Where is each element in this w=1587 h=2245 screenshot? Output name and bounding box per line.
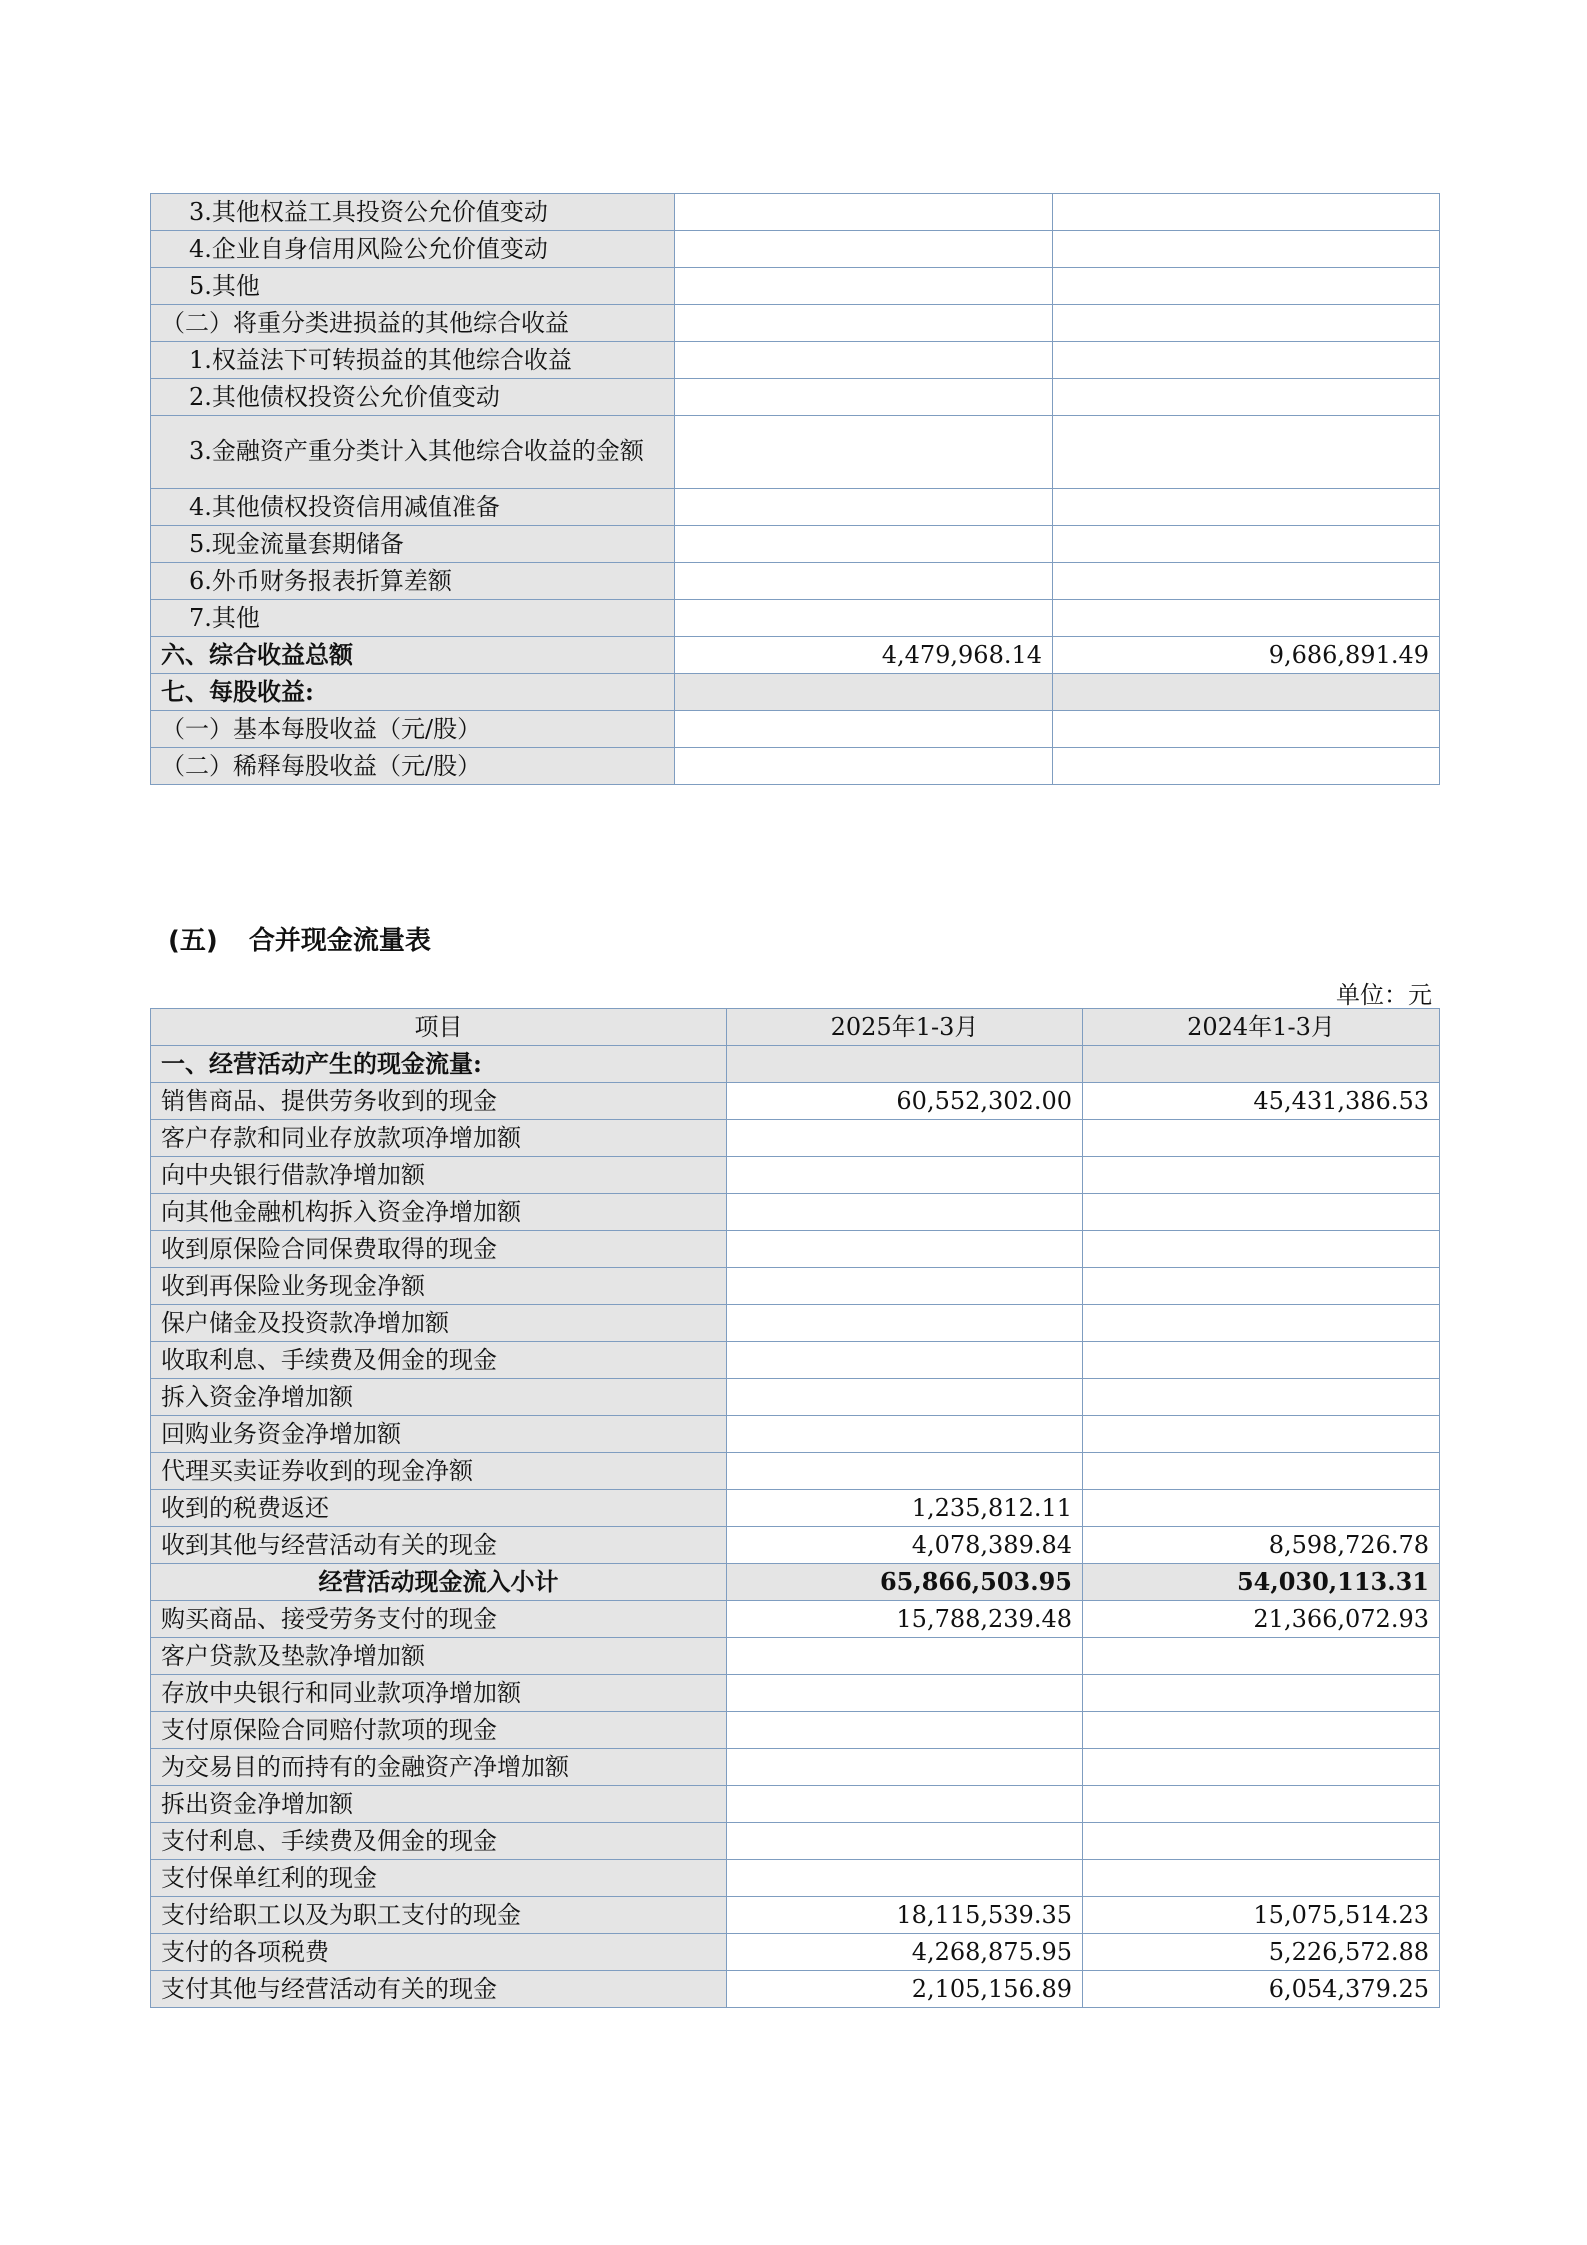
row-label: 收到其他与经营活动有关的现金 (151, 1527, 727, 1564)
header-2025: 2025年1-3月 (727, 1009, 1083, 1046)
value-2025: 60,552,302.00 (727, 1083, 1083, 1120)
row-label: 拆出资金净增加额 (151, 1786, 727, 1823)
table-row (151, 637, 1440, 674)
value-2025 (727, 1157, 1083, 1194)
value-2024 (1053, 305, 1440, 342)
section-title-text: 合并现金流量表 (248, 926, 431, 956)
row-label: 为交易目的而持有的金融资产净增加额 (151, 1749, 727, 1786)
row-label: 收到的税费返还 (151, 1490, 727, 1527)
value-2024: 54,030,113.31 (1083, 1564, 1440, 1601)
value-2024 (1053, 194, 1440, 231)
row-label: 向中央银行借款净增加额 (151, 1157, 727, 1194)
table-header-row (151, 1009, 1440, 1046)
row-label: 4.企业自身信用风险公允价值变动 (151, 231, 675, 268)
row-label: 客户存款和同业存放款项净增加额 (151, 1120, 727, 1157)
table-row (151, 268, 1440, 305)
value-2025 (727, 1342, 1083, 1379)
value-2025 (675, 342, 1053, 379)
row-label: 七、每股收益: (151, 674, 675, 711)
value-2024 (1053, 526, 1440, 563)
value-2024: 6,054,379.25 (1083, 1971, 1440, 2008)
row-label: 3.其他权益工具投资公允价值变动 (151, 194, 675, 231)
value-2025 (727, 1120, 1083, 1157)
row-label: （二）将重分类进损益的其他综合收益 (151, 305, 675, 342)
table-row (151, 1231, 1440, 1268)
table-row (151, 489, 1440, 526)
value-2025: 15,788,239.48 (727, 1601, 1083, 1638)
value-2025 (727, 1860, 1083, 1897)
value-2025 (675, 416, 1053, 489)
table-row (151, 1120, 1440, 1157)
section-title (168, 920, 431, 957)
value-2025 (727, 1675, 1083, 1712)
table-row (151, 1157, 1440, 1194)
value-2025: 1,235,812.11 (727, 1490, 1083, 1527)
value-2025 (675, 748, 1053, 785)
value-2025: 65,866,503.95 (727, 1564, 1083, 1601)
row-label: 收到再保险业务现金净额 (151, 1268, 727, 1305)
table-row (151, 1305, 1440, 1342)
value-2024 (1083, 1453, 1440, 1490)
value-2024 (1053, 563, 1440, 600)
value-2025 (727, 1231, 1083, 1268)
row-label: 保户储金及投资款净增加额 (151, 1305, 727, 1342)
table-row (151, 600, 1440, 637)
row-label: 6.外币财务报表折算差额 (151, 563, 675, 600)
table-row (151, 305, 1440, 342)
value-2024: 9,686,891.49 (1053, 637, 1440, 674)
value-2024 (1083, 1342, 1440, 1379)
table-row (151, 1601, 1440, 1638)
value-2024: 21,366,072.93 (1083, 1601, 1440, 1638)
value-2025 (675, 305, 1053, 342)
table-row (151, 416, 1440, 489)
table-row (151, 711, 1440, 748)
value-2025 (675, 711, 1053, 748)
value-2024 (1053, 231, 1440, 268)
header-2024: 2024年1-3月 (1083, 1009, 1440, 1046)
value-2025 (675, 379, 1053, 416)
section-number: (五) (168, 926, 218, 956)
row-label: 支付其他与经营活动有关的现金 (151, 1971, 727, 2008)
row-label: 存放中央银行和同业款项净增加额 (151, 1675, 727, 1712)
row-label: 收取利息、手续费及佣金的现金 (151, 1342, 727, 1379)
row-label: 支付的各项税费 (151, 1934, 727, 1971)
row-label: 支付给职工以及为职工支付的现金 (151, 1897, 727, 1934)
table-row (151, 674, 1440, 711)
table-row (151, 1897, 1440, 1934)
table-row (151, 1786, 1440, 1823)
value-2025 (727, 1638, 1083, 1675)
table-row (151, 379, 1440, 416)
value-2024 (1083, 1823, 1440, 1860)
unit-label: 单位：元 (1336, 981, 1432, 1009)
row-label: 5.其他 (151, 268, 675, 305)
value-2025 (727, 1823, 1083, 1860)
value-2024 (1083, 1786, 1440, 1823)
value-2025 (675, 563, 1053, 600)
value-2024 (1083, 1268, 1440, 1305)
value-2025 (675, 600, 1053, 637)
table-row (151, 1860, 1440, 1897)
row-label: 一、经营活动产生的现金流量: (151, 1046, 727, 1083)
value-2024 (1083, 1231, 1440, 1268)
table-row (151, 563, 1440, 600)
value-2024 (1053, 489, 1440, 526)
value-2024 (1053, 416, 1440, 489)
row-label: 支付原保险合同赔付款项的现金 (151, 1712, 727, 1749)
table-row (151, 1194, 1440, 1231)
table-row (151, 1268, 1440, 1305)
row-label: 7.其他 (151, 600, 675, 637)
value-2024 (1083, 1675, 1440, 1712)
consolidated-cash-flow-table (150, 1008, 1440, 2008)
row-label: 向其他金融机构拆入资金净增加额 (151, 1194, 727, 1231)
value-2025 (727, 1453, 1083, 1490)
value-2024 (1083, 1194, 1440, 1231)
value-2024 (1083, 1120, 1440, 1157)
table-row (151, 526, 1440, 563)
value-2025: 18,115,539.35 (727, 1897, 1083, 1934)
value-2025 (727, 1268, 1083, 1305)
value-2025 (727, 1712, 1083, 1749)
value-2025: 4,268,875.95 (727, 1934, 1083, 1971)
value-2025 (727, 1046, 1083, 1083)
value-2024 (1053, 600, 1440, 637)
comprehensive-income-table-continued (150, 193, 1440, 785)
table-row (151, 1823, 1440, 1860)
value-2024 (1083, 1416, 1440, 1453)
row-label: 支付保单红利的现金 (151, 1860, 727, 1897)
row-label: 经营活动现金流入小计 (151, 1564, 727, 1601)
row-label: 1.权益法下可转损益的其他综合收益 (151, 342, 675, 379)
row-label: 3.金融资产重分类计入其他综合收益的金额 (151, 416, 675, 489)
value-2024 (1083, 1046, 1440, 1083)
value-2025 (727, 1749, 1083, 1786)
table-row (151, 1971, 1440, 2008)
value-2025 (675, 268, 1053, 305)
row-label: 客户贷款及垫款净增加额 (151, 1638, 727, 1675)
value-2024 (1053, 379, 1440, 416)
row-label: 5.现金流量套期储备 (151, 526, 675, 563)
value-2024 (1053, 748, 1440, 785)
table-row (151, 1527, 1440, 1564)
value-2024 (1053, 674, 1440, 711)
value-2025 (727, 1786, 1083, 1823)
value-2024: 8,598,726.78 (1083, 1527, 1440, 1564)
table-row (151, 1379, 1440, 1416)
table-row (151, 1638, 1440, 1675)
table-row (151, 1083, 1440, 1120)
value-2024 (1083, 1157, 1440, 1194)
value-2024 (1083, 1305, 1440, 1342)
value-2024 (1053, 711, 1440, 748)
row-label: 4.其他债权投资信用减值准备 (151, 489, 675, 526)
value-2025: 2,105,156.89 (727, 1971, 1083, 2008)
value-2024: 15,075,514.23 (1083, 1897, 1440, 1934)
table-row (151, 1749, 1440, 1786)
table-row (151, 1934, 1440, 1971)
table-row (151, 1712, 1440, 1749)
table-row (151, 1675, 1440, 1712)
value-2024: 5,226,572.88 (1083, 1934, 1440, 1971)
value-2024 (1083, 1490, 1440, 1527)
value-2025 (675, 489, 1053, 526)
value-2024 (1083, 1638, 1440, 1675)
table-row (151, 748, 1440, 785)
row-label: 收到原保险合同保费取得的现金 (151, 1231, 727, 1268)
value-2025: 4,479,968.14 (675, 637, 1053, 674)
table-row (151, 1046, 1440, 1083)
row-label: （一）基本每股收益（元/股） (151, 711, 675, 748)
value-2024 (1053, 342, 1440, 379)
value-2024 (1083, 1379, 1440, 1416)
value-2025 (727, 1416, 1083, 1453)
row-label: 回购业务资金净增加额 (151, 1416, 727, 1453)
value-2024 (1083, 1749, 1440, 1786)
header-item: 项目 (151, 1009, 727, 1046)
value-2024: 45,431,386.53 (1083, 1083, 1440, 1120)
row-label: 六、综合收益总额 (151, 637, 675, 674)
value-2025 (727, 1379, 1083, 1416)
value-2025 (675, 194, 1053, 231)
row-label: 购买商品、接受劳务支付的现金 (151, 1601, 727, 1638)
value-2025 (727, 1194, 1083, 1231)
value-2025 (675, 231, 1053, 268)
row-label: （二）稀释每股收益（元/股） (151, 748, 675, 785)
table-row (151, 1564, 1440, 1601)
row-label: 销售商品、提供劳务收到的现金 (151, 1083, 727, 1120)
table-row (151, 342, 1440, 379)
row-label: 2.其他债权投资公允价值变动 (151, 379, 675, 416)
table-row (151, 194, 1440, 231)
table-row (151, 231, 1440, 268)
table-row (151, 1490, 1440, 1527)
value-2025 (675, 526, 1053, 563)
row-label: 代理买卖证券收到的现金净额 (151, 1453, 727, 1490)
table-row (151, 1416, 1440, 1453)
value-2024 (1083, 1712, 1440, 1749)
row-label: 支付利息、手续费及佣金的现金 (151, 1823, 727, 1860)
value-2025: 4,078,389.84 (727, 1527, 1083, 1564)
row-label: 拆入资金净增加额 (151, 1379, 727, 1416)
table-row (151, 1453, 1440, 1490)
value-2025 (727, 1305, 1083, 1342)
value-2024 (1053, 268, 1440, 305)
value-2024 (1083, 1860, 1440, 1897)
value-2025 (675, 674, 1053, 711)
table-row (151, 1342, 1440, 1379)
